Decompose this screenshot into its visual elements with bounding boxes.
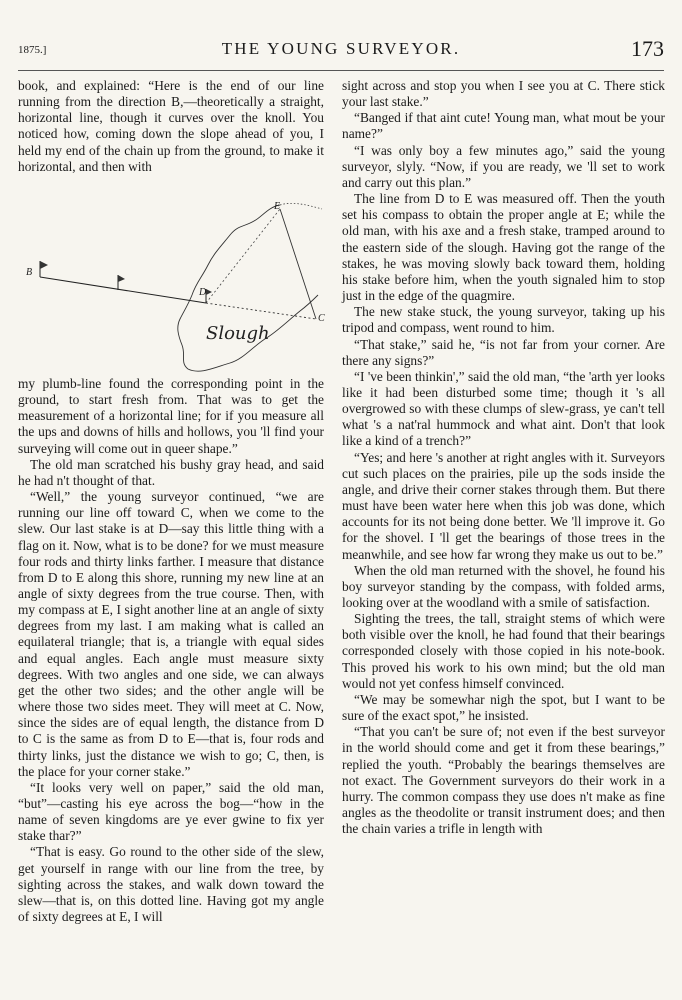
right-paragraph-12: “That you can't be sure of; not even if the best surveyor in the world should come and get it from these bearings,” replied the youth. “Probably the bearings themselves are not exact. The Government surveyors do their work in a hurry. The common compass they use does n't make as fine angles as the theodolite or transit instrument does; and then the chain varies a trifle in length with xyxy=(342,724,665,837)
header-rule xyxy=(18,70,664,71)
dotted-line-de xyxy=(206,209,280,303)
right-paragraph-1: sight across and stop you when I see you at C. There stick your last stake.” xyxy=(342,78,665,110)
slough-diagram-svg xyxy=(18,195,324,387)
flag-b xyxy=(40,261,48,277)
flag-mid xyxy=(118,275,125,290)
header-title: THE YOUNG SURVEYOR. xyxy=(221,39,461,58)
header-year: 1875.] xyxy=(18,44,47,56)
label-c: C xyxy=(318,313,325,324)
flag-d xyxy=(206,289,212,303)
label-slough: Slough xyxy=(206,323,270,344)
left-paragraph-4: “Well,” the young surveyor continued, “we are running our line off toward C, when we come to the slew. Our last stake is at D—say this little thing with a flag on it. Now, what is to be done? for we must measure four rods and thirty links farther. I measure that distance from D to E along this shore, running my new line at an angle of sixty degrees from the true course. Then, with my compass at E, I sight another line at an angle of sixty degrees from my last. I am making what is called an equilateral triangle; that is, a triangle with equal sides and equal angles. Each angle must measure sixty degrees. With two angles and one side, we can always get the other two sides; and the other angle will be where those two sides meet. They will meet at C. Now, since the sides are of equal length, the distance from D to C is the same as from D to E—that is, four rods and thirty links, just the distance we wish to go; C, then, is the place for your corner stake.” xyxy=(18,489,324,779)
shore-outline-top xyxy=(280,203,322,209)
sight-line-ec xyxy=(280,209,316,319)
slough-diagram xyxy=(18,195,324,387)
left-paragraph-5: “It looks very well on paper,” said the old man, “but”—casting his eye across the bog—“how in the name of seven kingdoms are ye ever gwine to fix yer stake thar?” xyxy=(18,779,324,844)
right-paragraph-3: “I was only boy a few minutes ago,” said the young surveyor, slyly. “Now, if you are ready, we 'll set to work and carry out this plan.” xyxy=(342,142,665,190)
page-number: 173 xyxy=(631,36,664,61)
label-d: D xyxy=(199,287,207,298)
right-paragraph-10: Sighting the trees, the tall, straight stems of which were both visible over the knoll, he had found that their bearings corresponded closely with those copied in his note-book. This proved his work to his own mind; but the old man would not yet confess himself convinced. xyxy=(342,611,665,691)
right-paragraph-9: When the old man returned with the shovel, he found his boy surveyor standing by the compass, with folded arms, looking over at the woodland with a smile of satisfaction. xyxy=(342,562,665,610)
right-paragraph-4: The line from D to E was measured off. Then the youth set his compass to obtain the proper angle at E; while the old man, with his axe and a fresh stake, tramped around to the eastern side of the slough. Having got the range of the stakes, he was moving slowly back toward them, holding his stake before him, when the youth signaled him to stop just in the edge of the quagmire. xyxy=(342,191,665,304)
left-paragraph-2: my plumb-line found the corresponding point in the ground, to start fresh from. That was to get the measurement of a horizontal line; for if you measure all the ups and downs of hills and hollows, you 'll find your surveying will come out in queer shape.” xyxy=(18,375,324,456)
right-paragraph-11: “We may be somewhar nigh the spot, but I want to be sure of the exact spot,” he insisted. xyxy=(342,691,665,724)
left-paragraph-1: book, and explained: “Here is the end of our line running from the direction B,—theoretically a straight, horizontal line, though it curves over the knoll. You noticed how, coming down the slope ahead of you, I held my end of the chain up from the ground, to make it horizontal, and then with xyxy=(18,78,324,174)
page-header xyxy=(18,36,664,64)
right-paragraph-7: “I 've been thinkin',” said the old man, “the 'arth yer looks like it had been disturbed some time; though it 's all overgrowed so with these clumps of slew-grass, ye can't tell what 's a nat'ral hummock and what aint. Don't that look like a kind of a trench?” xyxy=(342,368,665,449)
right-column xyxy=(342,78,665,837)
left-paragraph-6: “That is easy. Go round to the other side of the slew, get yourself in range with our line from the tree, by sighting across the stakes, and walk down toward the slew—that is, on this dotted line. Having got my angle of sixty degrees at E, I will xyxy=(18,844,324,925)
label-e: E xyxy=(274,201,281,212)
left-paragraph-3: The old man scratched his bushy gray head, and said he had n't thought of that. xyxy=(18,456,324,488)
right-paragraph-8: “Yes; and here 's another at right angles with it. Surveyors cut such places on the prairies, pile up the sods inside the angle, and drive their corner stakes through them. But there must have been water here when this job was done, which accounts for its not being done better. We 'll improve it. Go for the shovel. I 'll get the bearings of those trees in the meanwhile, and see how far wrong they make us out to be.” xyxy=(342,449,665,562)
right-paragraph-6: “That stake,” said he, “is not far from your corner. Are there any signs?” xyxy=(342,336,665,368)
label-b: B xyxy=(26,267,33,278)
right-paragraph-5: The new stake stuck, the young surveyor, taking up his tripod and compass, went round to him. xyxy=(342,304,665,336)
survey-line-bd xyxy=(40,277,206,303)
right-paragraph-2: “Banged if that aint cute! Young man, what mout be your name?” xyxy=(342,110,665,142)
